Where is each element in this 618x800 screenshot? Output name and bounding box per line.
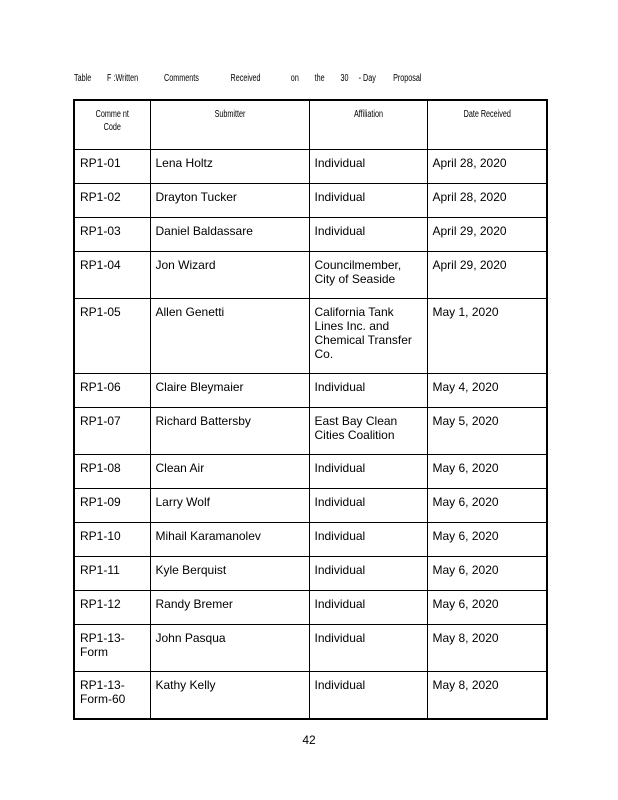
cell-date bbox=[427, 150, 547, 184]
cell-submitter bbox=[150, 489, 309, 523]
cell-code-text: RP1-13-Form-60 bbox=[80, 678, 126, 706]
cell-code bbox=[74, 150, 150, 184]
cell-code bbox=[74, 455, 150, 489]
table-row bbox=[74, 591, 547, 625]
cell-code bbox=[74, 374, 150, 408]
caption-word: Received bbox=[230, 73, 261, 84]
cell-date bbox=[427, 672, 547, 719]
table-row bbox=[74, 408, 547, 455]
table-row bbox=[74, 252, 547, 299]
cell-affiliation bbox=[309, 408, 427, 455]
caption-word: - Day bbox=[358, 73, 376, 84]
cell-date-text: May 6, 2020 bbox=[432, 461, 499, 475]
cell-date-text: May 8, 2020 bbox=[432, 631, 499, 645]
cell-affiliation bbox=[309, 591, 427, 625]
cell-date bbox=[427, 252, 547, 299]
caption-word: the bbox=[314, 73, 325, 84]
cell-affiliation bbox=[309, 184, 427, 218]
cell-code-text: RP1-09 bbox=[80, 495, 121, 509]
cell-affiliation bbox=[309, 150, 427, 184]
cell-affiliation bbox=[309, 252, 427, 299]
cell-submitter-text: Allen Genetti bbox=[155, 305, 225, 319]
cell-affiliation-text: Individual bbox=[314, 380, 366, 394]
table-header-row bbox=[74, 100, 547, 150]
cell-date bbox=[427, 299, 547, 374]
cell-submitter bbox=[150, 557, 309, 591]
cell-submitter bbox=[150, 218, 309, 252]
cell-date-text: April 29, 2020 bbox=[432, 258, 507, 272]
cell-date-text: April 28, 2020 bbox=[432, 190, 507, 204]
cell-submitter bbox=[150, 625, 309, 672]
cell-code bbox=[74, 184, 150, 218]
cell-date bbox=[427, 557, 547, 591]
cell-code-text: RP1-11 bbox=[80, 563, 120, 577]
cell-submitter bbox=[150, 672, 309, 719]
cell-date-text: May 6, 2020 bbox=[432, 563, 499, 577]
cell-date bbox=[427, 489, 547, 523]
cell-submitter-text: John Pasqua bbox=[155, 631, 226, 645]
cell-code bbox=[74, 625, 150, 672]
cell-affiliation-text: Individual bbox=[314, 563, 366, 577]
cell-date bbox=[427, 184, 547, 218]
cell-submitter-text: Jon Wizard bbox=[155, 258, 216, 272]
header-affiliation: Affiliation bbox=[309, 100, 427, 150]
table-row bbox=[74, 184, 547, 218]
cell-affiliation bbox=[309, 218, 427, 252]
cell-code-text: RP1-02 bbox=[80, 190, 121, 204]
table-row bbox=[74, 489, 547, 523]
cell-code bbox=[74, 523, 150, 557]
cell-date-text: April 28, 2020 bbox=[432, 156, 507, 170]
cell-date-text: May 6, 2020 bbox=[432, 529, 499, 543]
table-row bbox=[74, 299, 547, 374]
cell-submitter bbox=[150, 591, 309, 625]
cell-submitter-text: Lena Holtz bbox=[155, 156, 213, 170]
cell-date bbox=[427, 408, 547, 455]
cell-affiliation-text: Individual bbox=[314, 495, 366, 509]
cell-date-text: May 5, 2020 bbox=[432, 414, 499, 428]
header-code-line1: Comme nt bbox=[95, 109, 129, 120]
cell-submitter bbox=[150, 252, 309, 299]
cell-affiliation bbox=[309, 557, 427, 591]
cell-date-text: May 1, 2020 bbox=[432, 305, 499, 319]
table-row bbox=[74, 672, 547, 719]
cell-code bbox=[74, 299, 150, 374]
cell-submitter-text: Clean Air bbox=[155, 461, 205, 475]
cell-code-text: RP1-07 bbox=[80, 414, 121, 428]
cell-affiliation bbox=[309, 523, 427, 557]
cell-code-text: RP1-12 bbox=[80, 597, 121, 611]
cell-code-text: RP1-13-Form bbox=[80, 631, 125, 659]
caption-word: 30 bbox=[340, 73, 349, 84]
cell-date bbox=[427, 455, 547, 489]
cell-code bbox=[74, 489, 150, 523]
caption-word: on bbox=[290, 73, 299, 84]
cell-affiliation-text: Individual bbox=[314, 224, 366, 238]
cell-code bbox=[74, 218, 150, 252]
table-row bbox=[74, 625, 547, 672]
cell-date-text: May 6, 2020 bbox=[432, 495, 499, 509]
cell-submitter-text: Kyle Berquist bbox=[155, 563, 227, 577]
cell-affiliation bbox=[309, 489, 427, 523]
cell-submitter-text: Claire Bleymaier bbox=[155, 380, 244, 394]
cell-date bbox=[427, 625, 547, 672]
cell-date-text: May 6, 2020 bbox=[432, 597, 499, 611]
cell-submitter bbox=[150, 150, 309, 184]
cell-affiliation bbox=[309, 455, 427, 489]
cell-date-text: May 8, 2020 bbox=[432, 678, 499, 692]
cell-submitter bbox=[150, 184, 309, 218]
table-row bbox=[74, 557, 547, 591]
cell-submitter-text: Mihail Karamanolev bbox=[155, 529, 261, 543]
cell-affiliation-text: Individual bbox=[314, 678, 366, 692]
cell-date bbox=[427, 374, 547, 408]
cell-code-text: RP1-08 bbox=[80, 461, 121, 475]
cell-submitter-text: Daniel Baldassare bbox=[155, 224, 253, 238]
header-code bbox=[74, 100, 150, 150]
cell-submitter bbox=[150, 455, 309, 489]
cell-submitter-text: Randy Bremer bbox=[155, 597, 233, 611]
cell-affiliation-text: Individual bbox=[314, 190, 366, 204]
table-row bbox=[74, 150, 547, 184]
cell-affiliation-text: Individual bbox=[314, 597, 366, 611]
caption-word: Comments bbox=[164, 73, 199, 84]
table-row bbox=[74, 523, 547, 557]
cell-code-text: RP1-01 bbox=[80, 156, 121, 170]
cell-code bbox=[74, 557, 150, 591]
cell-submitter-text: Larry Wolf bbox=[155, 495, 210, 509]
cell-date-text: April 29, 2020 bbox=[432, 224, 507, 238]
cell-code-text: RP1-10 bbox=[80, 529, 121, 543]
cell-code bbox=[74, 252, 150, 299]
cell-affiliation-text: California Tank Lines Inc. and Chemical Transfer Co. bbox=[314, 305, 412, 361]
cell-affiliation bbox=[309, 672, 427, 719]
caption-word: Table bbox=[74, 73, 92, 84]
header-date: Date Received bbox=[427, 100, 547, 150]
cell-submitter-text: Drayton Tucker bbox=[155, 190, 237, 204]
cell-date bbox=[427, 218, 547, 252]
cell-code-text: RP1-05 bbox=[80, 305, 121, 319]
cell-date bbox=[427, 591, 547, 625]
cell-date bbox=[427, 523, 547, 557]
table-row bbox=[74, 455, 547, 489]
cell-code-text: RP1-06 bbox=[80, 380, 121, 394]
table-caption bbox=[74, 73, 422, 84]
cell-affiliation bbox=[309, 625, 427, 672]
comments-table bbox=[73, 99, 548, 720]
cell-submitter bbox=[150, 408, 309, 455]
cell-code bbox=[74, 672, 150, 719]
cell-affiliation-text: Councilmember, City of Seaside bbox=[314, 258, 402, 286]
caption-word: F :Written bbox=[107, 73, 139, 84]
cell-submitter bbox=[150, 299, 309, 374]
cell-submitter-text: Richard Battersby bbox=[155, 414, 251, 428]
cell-code bbox=[74, 591, 150, 625]
cell-affiliation-text: Individual bbox=[314, 461, 366, 475]
cell-affiliation bbox=[309, 299, 427, 374]
cell-affiliation-text: Individual bbox=[314, 156, 366, 170]
cell-affiliation bbox=[309, 374, 427, 408]
cell-affiliation-text: Individual bbox=[314, 631, 366, 645]
header-code-line2: Code bbox=[103, 122, 121, 133]
cell-submitter bbox=[150, 523, 309, 557]
table-row bbox=[74, 218, 547, 252]
page-number: 42 bbox=[302, 733, 316, 747]
cell-code-text: RP1-04 bbox=[80, 258, 121, 272]
caption-word: Proposal bbox=[393, 73, 422, 84]
cell-code bbox=[74, 408, 150, 455]
cell-submitter-text: Kathy Kelly bbox=[155, 678, 216, 692]
cell-affiliation-text: East Bay Clean Cities Coalition bbox=[314, 414, 398, 442]
table-row bbox=[74, 374, 547, 408]
cell-affiliation-text: Individual bbox=[314, 529, 366, 543]
cell-submitter bbox=[150, 374, 309, 408]
cell-date-text: May 4, 2020 bbox=[432, 380, 499, 394]
cell-code-text: RP1-03 bbox=[80, 224, 121, 238]
header-submitter: Submitter bbox=[150, 100, 309, 150]
